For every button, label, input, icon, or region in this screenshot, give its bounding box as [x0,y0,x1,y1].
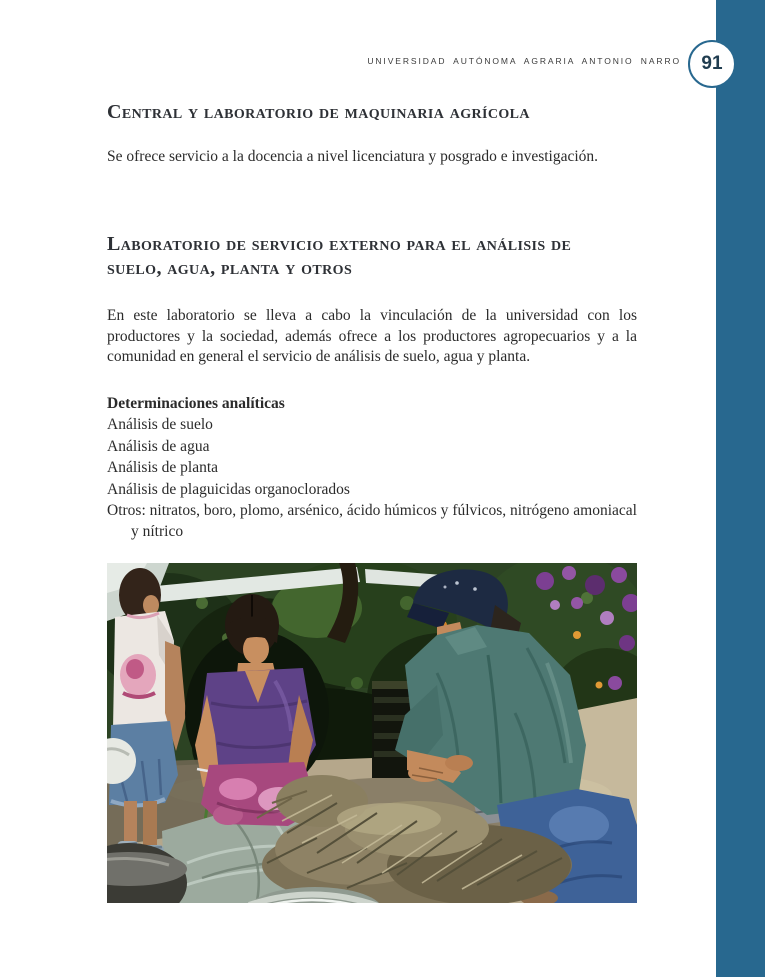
list-item: Análisis de plaguicidas organoclorados [107,480,350,498]
running-header: UNIVERSIDAD AUTÓNOMA AGRARIA ANTONIO NARRO [367,56,681,66]
analytical-determinations-list [107,393,637,543]
list-item: Análisis de planta [107,459,219,477]
list-item: Análisis de suelo [107,416,213,434]
list-item: Análisis de agua [107,437,210,455]
list-title: Determinaciones analíticas [107,395,285,412]
list-item: Otros: nitratos, boro, plomo, arsénico, ácido húmicos y fúlvicos, nitrógeno amoniacal y nítrico [107,502,637,541]
field-photo [107,563,637,903]
section-2-heading: Laboratorio de servicio externo para el análisis de suelo, agua, planta y otros [107,233,572,279]
page-number: 91 [701,53,723,74]
section-1-heading: Central y laboratorio de maquinaria agrícola [107,101,530,123]
accent-band [716,0,765,977]
field-photo-illustration [107,563,637,903]
section-2-body: En este laboratorio se lleva a cabo la vinculación de la universidad con los productores y la sociedad, además ofrece a los productores agropecuarios y a la comunidad en general el servicio de análisis de suelo, agua y planta. [107,307,637,365]
section-1-body: Se ofrece servicio a la docencia a nivel licenciatura y posgrado e investigación. [107,148,599,165]
page-number-badge [688,40,736,88]
